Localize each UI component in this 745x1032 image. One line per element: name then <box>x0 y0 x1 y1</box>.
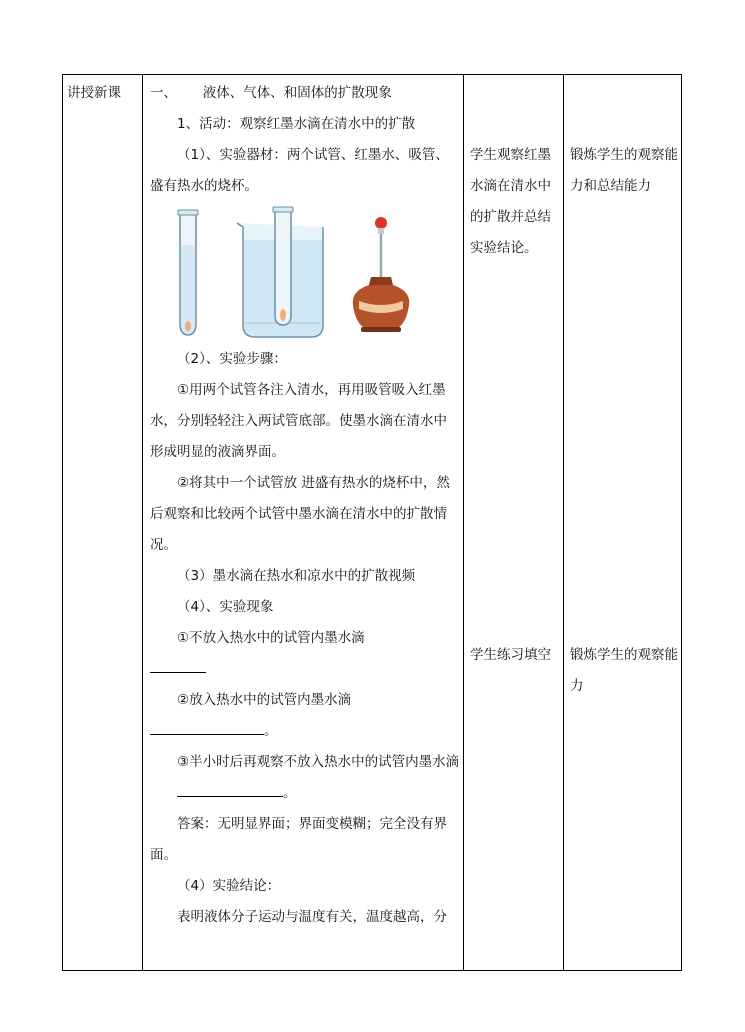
blank-1 <box>150 654 460 685</box>
design-intent-2: 锻炼学生的观察能力 <box>570 647 678 694</box>
phenomenon-3: ③半小时后再观察不放入热水中的试管内墨水滴 <box>177 754 460 770</box>
phenomenon-title: （4）、实验现象 <box>177 599 274 615</box>
beaker-icon <box>237 207 323 337</box>
blank-3-end: 。 <box>283 785 297 801</box>
student-activity-1: 学生观察红墨水滴在清水中的扩散并总结实验结论。 <box>470 147 551 256</box>
table-border-top <box>62 74 682 75</box>
test-tube-icon <box>178 210 198 335</box>
conclusion-title: （4）实验结论： <box>177 878 281 894</box>
design-intent-1: 锻炼学生的观察能力和总结能力 <box>570 147 678 194</box>
table-divider-2 <box>463 74 464 971</box>
row-label: 讲授新课 <box>67 85 121 101</box>
video-text: （3）墨水滴在热水和凉水中的扩散视频 <box>177 568 416 584</box>
table-border-left <box>62 74 63 971</box>
blank-3 <box>150 778 460 809</box>
answer-text: 答案：无明显界面；界面变模糊；完全没有界面。 <box>150 816 447 863</box>
experiment-illustration <box>165 205 435 345</box>
section-heading: 一、 液体、气体、和固体的扩散现象 <box>150 85 392 101</box>
fill-blank-line <box>150 720 264 735</box>
conclusion-text: 表明液体分子运动与温度有关，温度越高，分 <box>177 909 447 925</box>
steps-title: （2）、实验步骤： <box>177 351 287 367</box>
fill-blank-line <box>150 658 206 673</box>
table-divider-1 <box>142 74 143 971</box>
fill-blank-line <box>177 782 283 797</box>
blank-2-end: 。 <box>264 723 278 739</box>
activity-title: 1、活动：观察红墨水滴在清水中的扩散 <box>177 116 416 132</box>
step-2: ②将其中一个试管放 进盛有热水的烧杯中，然后观察和比较两个试管中墨水滴在清水中的扩散情况。 <box>150 475 450 553</box>
ink-bottle-icon <box>353 217 409 332</box>
phenomenon-2: ②放入热水中的试管内墨水滴 <box>177 692 352 708</box>
table-border-right <box>681 74 682 971</box>
table-border-bottom <box>62 970 682 971</box>
table-divider-3 <box>563 74 564 971</box>
step-1: ①用两个试管各注入清水，再用吸管吸入红墨水，分别轻轻注入两试管底部。使墨水滴在清水中形成明显的液滴界面。 <box>150 382 447 460</box>
student-activity-2: 学生练习填空 <box>470 647 551 663</box>
materials-text: （1）、实验器材：两个试管、红墨水、吸管、盛有热水的烧杯。 <box>150 147 449 194</box>
blank-2 <box>150 716 460 747</box>
phenomenon-1: ①不放入热水中的试管内墨水滴 <box>177 630 365 646</box>
